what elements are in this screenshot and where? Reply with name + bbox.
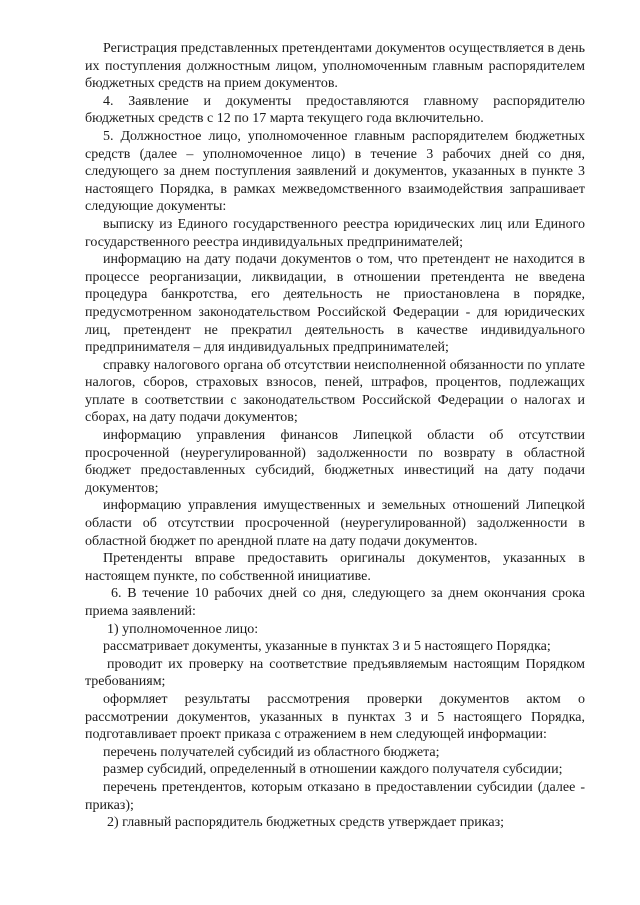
paragraph-sub-2: 2) главный распорядитель бюджетных средств утверждает приказ;	[107, 815, 505, 831]
paragraph-tax-certificate: справку налогового органа об отсутствии неисполненной обязанности по уплате налогов, сборов, страховых взносов, пеней, штрафов, процентов, подлежащих уплате в соответствии с законодательством Российской Федерации о налогах и сборах, на дату подачи документов;	[85, 357, 585, 426]
paragraph-property-info: информацию управления имущественных и земельных отношений Липецкой области об отсутствии просроченной (неурегулированной) задолженности в областной бюджет по арендной плате на дату подачи документов.	[85, 498, 585, 549]
paragraph-item-6: 6. В течение 10 рабочих дней со дня, следующего за днем окончания срока приема заявлений:	[85, 586, 585, 619]
paragraph-subsidy-amount: размер субсидий, определенный в отношении каждого получателя субсидии;	[103, 762, 563, 778]
paragraph-review-docs: рассматривает документы, указанные в пунктах 3 и 5 настоящего Порядка;	[103, 639, 551, 655]
paragraph-refused-list: перечень претендентов, которым отказано в предоставлении субсидии (далее - приказ);	[85, 779, 585, 813]
document-page	[85, 40, 585, 832]
paragraph-originals: Претенденты вправе предоставить оригиналы документов, указанных в настоящем пункте, по собственной инициативе.	[85, 551, 585, 584]
paragraph-item-4: 4. Заявление и документы предоставляются главному распорядителю бюджетных средств с 12 по 17 марта текущего года включительно.	[85, 93, 585, 127]
paragraph-finance-info: информацию управления финансов Липецкой области об отсутствии просроченной (неурегулированной) задолженности по возврату в областной бюджет предоставленных субсидий, бюджетных инвестиций на дату подачи документов;	[85, 428, 585, 496]
paragraph-recipients-list: перечень получателей субсидий из областного бюджета;	[103, 744, 440, 760]
paragraph-act: оформляет результаты рассмотрения проверки документов актом о рассмотрении документов, указанных в пунктах 3 и 5 настоящего Порядка, подготавливает проект приказа с отражением в нем следующей информации:	[85, 691, 585, 743]
paragraph-sub-1: 1) уполномоченное лицо:	[107, 621, 259, 637]
paragraph-verify: проводит их проверку на соответствие предъявляемым настоящим Порядком требованиям;	[85, 656, 585, 690]
paragraph-item-5: 5. Должностное лицо, уполномоченное главным распорядителем бюджетных средств (далее – уполномоченное лицо) в течение 3 рабочих дней со дня, следующего за днем поступления заявлений и документов, указанных в пункте 3 настоящего Порядка, в рамках межведомственного взаимодействия запрашивает следующие документы:	[85, 128, 585, 215]
paragraph-reorganization-info: информацию на дату подачи документов о том, что претендент не находится в процессе реорганизации, ликвидации, в отношении претендента не введена процедура банкротства, его деятельность не приостановлена в порядке, предусмотренном законодательством Российской Федерации - для юридических лиц, претендент не прекратил деятельность в качестве индивидуального предпринимателя – для индивидуальных предпринимателей;	[85, 252, 585, 356]
paragraph-extract: выписку из Единого государственного реестра юридических лиц или Единого государственного реестра индивидуальных предпринимателей;	[85, 216, 585, 250]
paragraph-registration: Регистрация представленных претендентами документов осуществляется в день их поступления должностным лицом, уполномоченным главным распорядителем бюджетных средств на прием документов.	[85, 41, 585, 92]
